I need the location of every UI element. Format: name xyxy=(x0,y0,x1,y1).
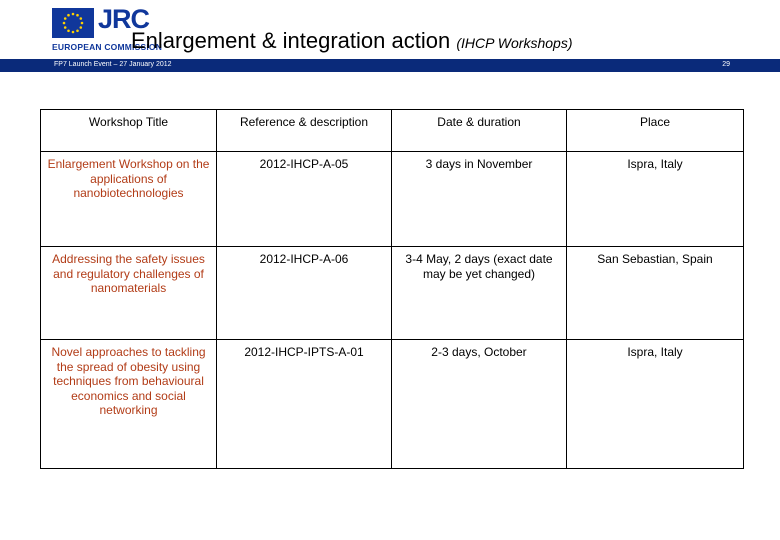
table-row xyxy=(41,152,744,247)
workshop-place: Ispra, Italy xyxy=(567,152,744,247)
table-header-row xyxy=(41,110,744,152)
page-title-sub: (IHCP Workshops) xyxy=(456,35,573,51)
workshop-title: Enlargement Workshop on the applications of nanobiotechnologies xyxy=(41,152,217,247)
page-number: 29 xyxy=(722,61,730,68)
workshop-reference: 2012-IHCP-A-06 xyxy=(217,247,392,340)
eu-flag-icon xyxy=(52,8,94,38)
page-title-main: Enlargement & integration action xyxy=(131,28,451,53)
table-row xyxy=(41,247,744,340)
event-line: FP7 Launch Event – 27 January 2012 xyxy=(54,61,172,68)
column-header: Workshop Title xyxy=(41,110,217,152)
european-commission-wordmark: EUROPEAN COMMISSION xyxy=(52,42,163,52)
workshop-reference: 2012-IHCP-IPTS-A-01 xyxy=(217,340,392,469)
workshop-title: Addressing the safety issues and regulatory challenges of nanomaterials xyxy=(41,247,217,340)
jrc-wordmark: JRC xyxy=(98,4,150,34)
workshops-table xyxy=(40,109,744,469)
table-row xyxy=(41,340,744,469)
workshop-title: Novel approaches to tackling the spread of obesity using techniques from behavioural economics and social networking xyxy=(41,340,217,469)
workshop-date: 3-4 May, 2 days (exact date may be yet changed) xyxy=(392,247,567,340)
column-header: Place xyxy=(567,110,744,152)
page-title xyxy=(131,28,573,56)
column-header: Reference & description xyxy=(217,110,392,152)
workshop-place: San Sebastian, Spain xyxy=(567,247,744,340)
column-header: Date & duration xyxy=(392,110,567,152)
workshop-date: 2-3 days, October xyxy=(392,340,567,469)
workshop-reference: 2012-IHCP-A-05 xyxy=(217,152,392,247)
workshop-place: Ispra, Italy xyxy=(567,340,744,469)
header-band xyxy=(0,59,780,72)
workshop-date: 3 days in November xyxy=(392,152,567,247)
